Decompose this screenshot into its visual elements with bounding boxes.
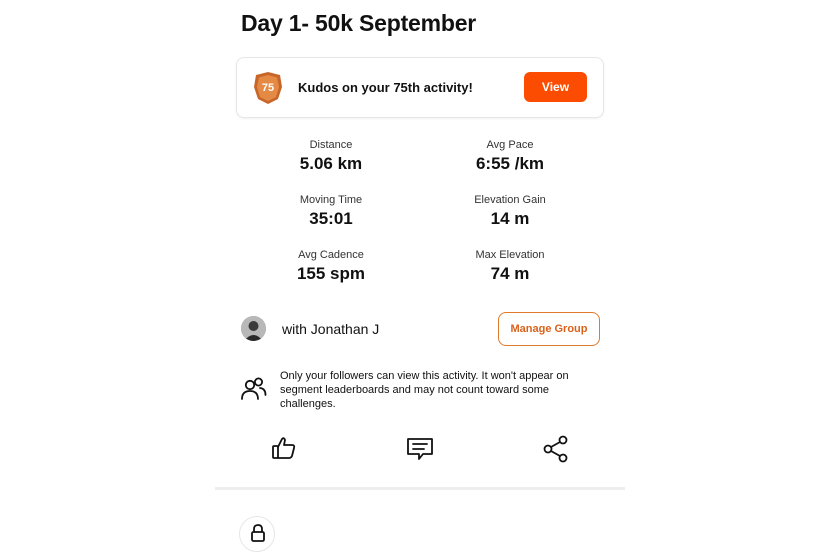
stat-elevation-gain — [420, 194, 600, 229]
view-button[interactable]: View — [524, 72, 587, 102]
manage-group-button[interactable]: Manage Group — [498, 312, 600, 346]
stat-label: Elevation Gain — [474, 194, 546, 206]
lock-icon — [249, 524, 267, 542]
stat-value: 74 m — [490, 264, 530, 283]
stat-label: Avg Cadence — [298, 249, 364, 261]
stat-avg-cadence — [241, 249, 421, 284]
badge-number: 75 — [261, 82, 275, 94]
stat-distance — [241, 139, 421, 174]
avatar[interactable] — [241, 316, 266, 341]
stat-label: Avg Pace — [486, 139, 534, 151]
section-divider — [215, 487, 625, 490]
person-avatar-icon — [241, 316, 266, 341]
lock-button[interactable] — [239, 516, 275, 552]
stat-max-elevation — [420, 249, 600, 284]
kudos-message: Kudos on your 75th activity! — [298, 80, 473, 95]
activity-title: Day 1- 50k September — [241, 10, 477, 36]
kudos-card — [236, 57, 604, 118]
stat-value: 6:55 /km — [475, 154, 545, 173]
thumbs-up-icon[interactable] — [270, 434, 298, 462]
group-with-text[interactable]: with Jonathan J — [282, 321, 380, 337]
stat-label: Moving Time — [299, 194, 363, 206]
stat-value: 5.06 km — [299, 154, 363, 173]
people-icon — [240, 376, 267, 401]
stat-label: Distance — [309, 139, 353, 151]
stat-label: Max Elevation — [475, 249, 545, 261]
stat-value: 14 m — [490, 209, 530, 228]
stat-moving-time — [241, 194, 421, 229]
stat-value: 155 spm — [296, 264, 366, 283]
comment-icon[interactable] — [406, 435, 434, 463]
achievement-badge-icon — [253, 71, 283, 105]
stat-value: 35:01 — [309, 209, 353, 228]
privacy-message: Only your followers can view this activity. It won't appear on segment leaderboards and may not count toward some challenges. — [280, 370, 569, 410]
share-icon[interactable] — [542, 435, 570, 463]
stat-avg-pace — [420, 139, 600, 174]
